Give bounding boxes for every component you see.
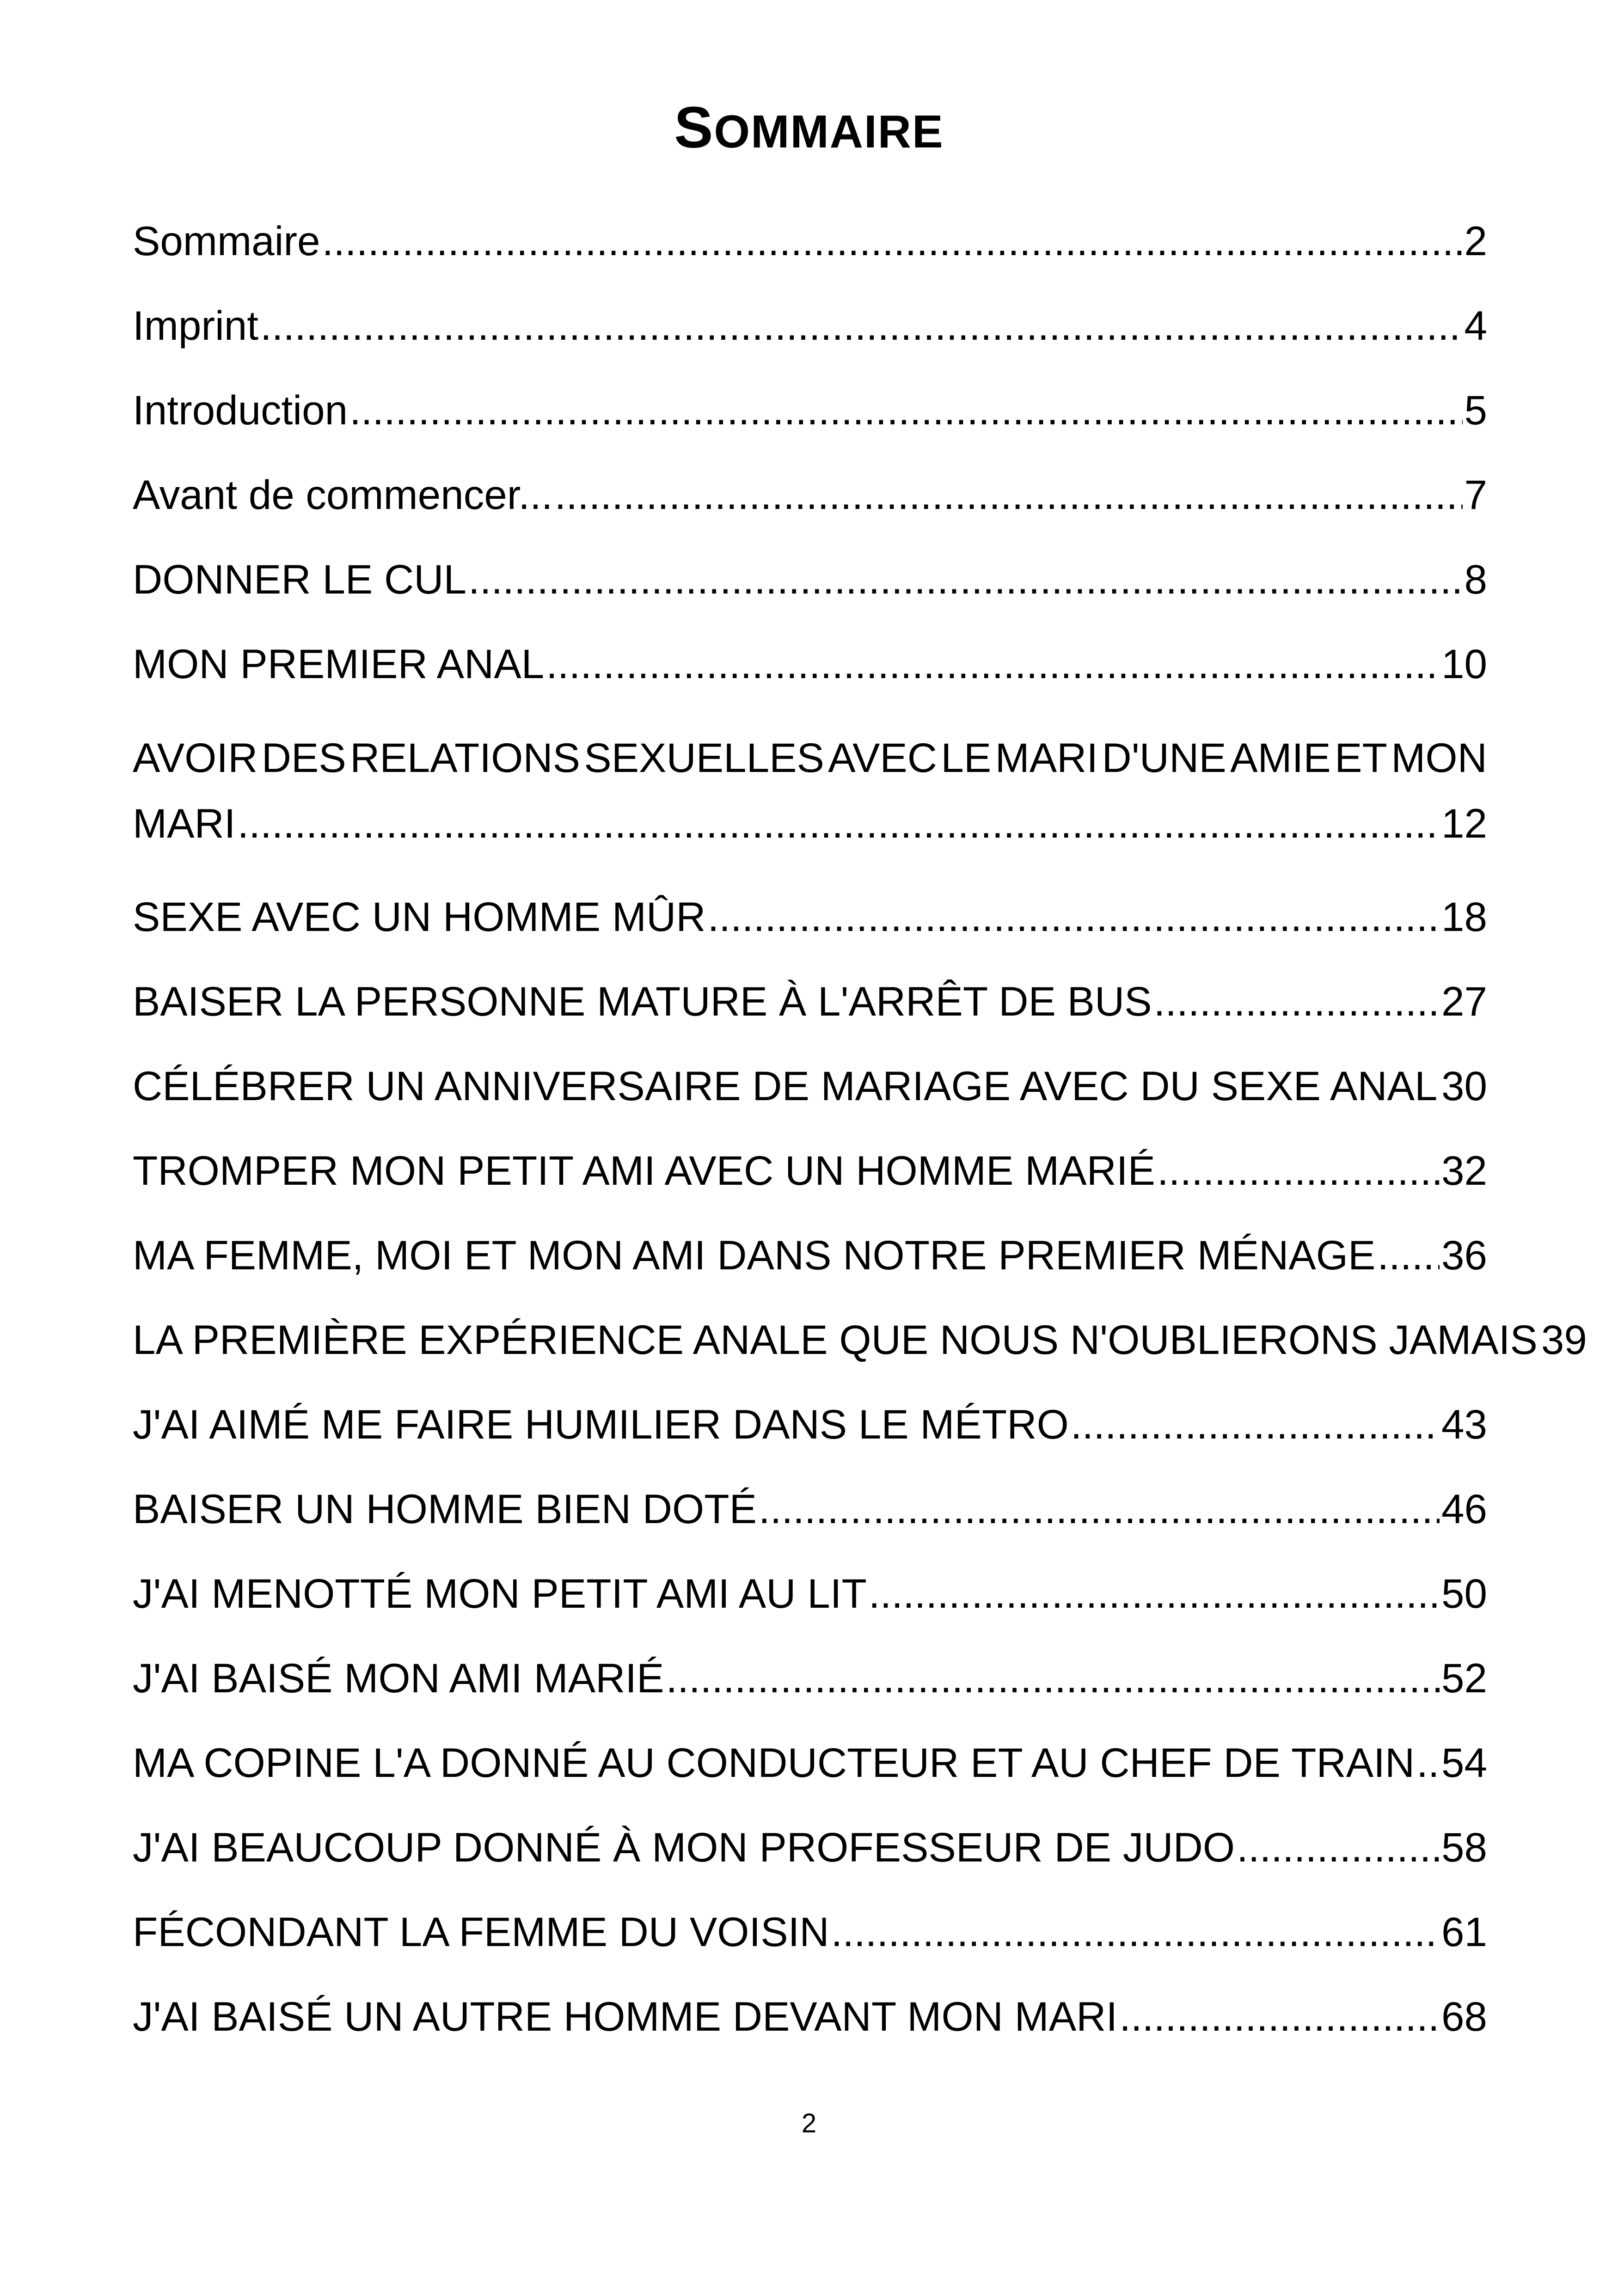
toc-entry-page-number: 8 <box>1464 556 1487 602</box>
dot-leader <box>666 1647 1440 1710</box>
dot-leader <box>238 790 1440 856</box>
toc-entry-row <box>133 1816 1487 1880</box>
toc-entry-row <box>133 548 1487 612</box>
toc-entry[interactable] <box>133 283 1487 368</box>
toc-entry-label: BAISER LA PERSONNE MATURE À L'ARRÊT DE BUS <box>133 978 1152 1024</box>
toc-entry-page-number: 5 <box>1464 386 1487 433</box>
toc-entry-label: Avant de commencer... <box>133 471 553 518</box>
dot-leader <box>1439 1054 1440 1118</box>
toc-entry-label: SEXE AVEC UN HOMME MÛR <box>133 893 706 940</box>
toc-entry-page-number: 36 <box>1441 1231 1487 1278</box>
toc-entry-label-line2: MARI <box>133 800 236 846</box>
toc-entry-row <box>133 632 1487 696</box>
toc-entry-label-line1: AVOIR DES RELATIONS SEXUELLES AVEC LE MARI D'UNE AMIE ET MON <box>133 735 1487 781</box>
dot-leader <box>1157 1139 1440 1203</box>
toc-entry-label: CÉLÉBRER UN ANNIVERSAIRE DE MARIAGE AVEC DU SEXE ANAL <box>133 1062 1438 1109</box>
toc-entry-row <box>133 294 1487 358</box>
toc-entry[interactable] <box>133 1382 1487 1467</box>
toc-entry-label: J'AI BEAUCOUP DONNÉ À MON PROFESSEUR DE JUDO <box>133 1824 1235 1870</box>
toc-entry[interactable] <box>133 706 1487 875</box>
table-of-contents <box>133 199 1587 2059</box>
toc-entry-label: Introduction <box>133 386 348 433</box>
dot-leader <box>1237 1816 1440 1880</box>
dot-leader <box>322 209 1463 273</box>
toc-entry-row <box>133 1647 1487 1710</box>
toc-entry-page-number: 52 <box>1441 1654 1487 1701</box>
toc-entry-page-number: 30 <box>1441 1062 1487 1109</box>
toc-entry[interactable] <box>133 959 1487 1044</box>
toc-entry-label: J'AI BAISÉ UN AUTRE HOMME DEVANT MON MARI <box>133 1993 1118 2039</box>
toc-entry[interactable] <box>133 622 1487 706</box>
toc-entry-label: J'AI MENOTTÉ MON PETIT AMI AU LIT <box>133 1570 867 1616</box>
toc-entry-page-number: 18 <box>1441 893 1487 940</box>
toc-entry-page-number: 10 <box>1441 640 1487 687</box>
toc-entry-row <box>133 463 1487 527</box>
toc-entry-row <box>133 790 1487 856</box>
toc-entry-row <box>133 1900 1487 1964</box>
toc-entry-page-number: 39 <box>1541 1316 1587 1363</box>
toc-entry-label: DONNER LE CUL <box>133 556 467 602</box>
toc-entry-label: MA COPINE L'A DONNÉ AU CONDUCTEUR ET AU CHEF DE TRAIN <box>133 1739 1415 1786</box>
dot-leader <box>831 1900 1440 1964</box>
toc-entry-row <box>133 1224 1487 1287</box>
dot-leader <box>708 885 1440 949</box>
toc-entry[interactable] <box>133 1636 1487 1720</box>
toc-entry[interactable] <box>133 1805 1487 1890</box>
toc-entry-row <box>133 209 1487 273</box>
toc-entry-label: Sommaire <box>133 217 320 264</box>
page-title <box>0 92 1618 162</box>
toc-entry-row <box>133 1139 1487 1203</box>
toc-entry-page-number: 27 <box>1441 978 1487 1024</box>
toc-entry-row <box>133 1393 1487 1457</box>
toc-entry-page-number: 12 <box>1441 800 1487 846</box>
toc-entry[interactable] <box>133 1128 1487 1213</box>
toc-entry-page-number: 54 <box>1441 1739 1487 1786</box>
toc-entry[interactable] <box>133 199 1487 283</box>
toc-entry-row <box>133 1731 1487 1795</box>
toc-entry-label: MA FEMME, MOI ET MON AMI DANS NOTRE PREMIER MÉNAGE <box>133 1231 1376 1278</box>
toc-entry-page-number: 4 <box>1464 302 1487 349</box>
toc-entry[interactable] <box>133 1720 1487 1805</box>
dot-leader <box>869 1562 1440 1626</box>
dot-leader <box>260 294 1463 358</box>
toc-entry[interactable] <box>133 1044 1487 1128</box>
toc-entry-label: MON PREMIER ANAL <box>133 640 545 687</box>
toc-entry-label: LA PREMIÈRE EXPÉRIENCE ANALE QUE NOUS N'OUBLIERONS JAMAIS <box>133 1316 1538 1363</box>
toc-entry-row <box>133 1054 1487 1118</box>
toc-entry-label: Imprint <box>133 302 258 349</box>
toc-entry-label: BAISER UN HOMME BIEN DOTÉ <box>133 1485 757 1532</box>
toc-entry-page-number: 58 <box>1441 1824 1487 1870</box>
toc-entry-page-number: 2 <box>1464 217 1487 264</box>
toc-entry-page-number: 46 <box>1441 1485 1487 1532</box>
dot-leader <box>1071 1393 1440 1457</box>
toc-entry-label: TROMPER MON PETIT AMI AVEC UN HOMME MARIÉ <box>133 1147 1156 1194</box>
toc-entry-label: J'AI BAISÉ MON AMI MARIÉ <box>133 1654 664 1701</box>
page-number: 2 <box>801 2108 817 2138</box>
dot-leader <box>555 463 1463 527</box>
toc-entry-page-number: 32 <box>1441 1147 1487 1194</box>
toc-entry-page-number: 68 <box>1441 1993 1487 2039</box>
toc-entry[interactable] <box>133 1213 1487 1298</box>
toc-entry[interactable] <box>133 875 1487 959</box>
toc-entry[interactable] <box>133 1298 1587 1382</box>
dot-leader <box>1377 1224 1440 1287</box>
page-title-initial: S <box>674 95 714 160</box>
toc-entry[interactable] <box>133 1467 1487 1551</box>
toc-entry[interactable] <box>133 1890 1487 1974</box>
dot-leader <box>349 379 1462 442</box>
page-title-rest: OMMAIRE <box>714 106 944 158</box>
dot-leader <box>1119 1985 1440 2049</box>
toc-entry-row <box>133 1477 1487 1541</box>
toc-entry-page-number: 43 <box>1441 1401 1487 1447</box>
dot-leader <box>546 632 1440 696</box>
toc-entry-row <box>133 1308 1587 1372</box>
toc-entry-label: FÉCONDANT LA FEMME DU VOISIN <box>133 1908 829 1955</box>
toc-entry[interactable] <box>133 1974 1487 2059</box>
toc-entry-label: J'AI AIMÉ ME FAIRE HUMILIER DANS LE MÉTRO <box>133 1401 1069 1447</box>
toc-entry[interactable] <box>133 537 1487 622</box>
toc-entry-row <box>133 379 1487 442</box>
toc-entry[interactable] <box>133 453 1487 537</box>
toc-entry-row <box>133 1562 1487 1626</box>
toc-entry-page-number: 7 <box>1464 471 1487 518</box>
dot-leader <box>1154 970 1440 1034</box>
toc-entry-row <box>133 885 1487 949</box>
toc-entry-page-number: 50 <box>1441 1570 1487 1616</box>
dot-leader <box>759 1477 1440 1541</box>
dot-leader <box>468 548 1462 612</box>
dot-leader <box>1416 1731 1440 1795</box>
toc-entry-row <box>133 1985 1487 2049</box>
toc-entry[interactable] <box>133 1551 1487 1636</box>
toc-entry-page-number: 61 <box>1441 1908 1487 1955</box>
toc-entry-row <box>133 970 1487 1034</box>
toc-entry[interactable] <box>133 368 1487 453</box>
